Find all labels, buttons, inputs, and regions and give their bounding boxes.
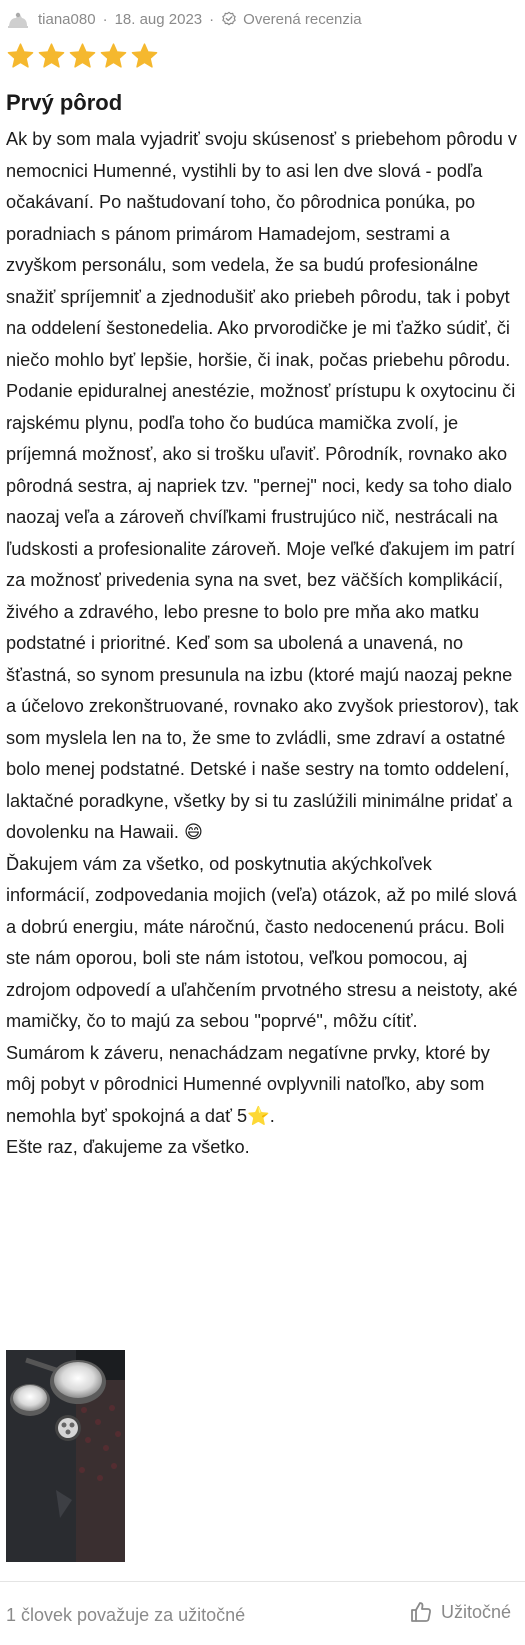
separator-dot: · bbox=[102, 10, 108, 28]
review-photo[interactable] bbox=[6, 1350, 125, 1562]
helpful-button-label: Užitočné bbox=[440, 1601, 511, 1622]
helpful-button[interactable] bbox=[409, 1600, 511, 1624]
review-date: 18. aug 2023 bbox=[114, 10, 203, 28]
helpful-count: 1 človek považuje za užitočné bbox=[6, 1605, 246, 1625]
star-icon bbox=[37, 42, 66, 71]
thumbs-up-icon bbox=[409, 1600, 433, 1624]
separator-dot: · bbox=[209, 10, 215, 28]
review-meta bbox=[6, 8, 362, 30]
star-icon bbox=[6, 42, 35, 71]
review-body: Ak by som mala vyjadriť svoju skúsenosť s priebehom pôrodu v nemocnici Humenné, vystihli by to asi len dve slová - podľa očakávaní. Po naštudovaní toho, čo pôrodnica ponúka, po poradniach s pánom primárom Hamadejom, sestrami a zvyškom personálu, som vedela, že sa budú profesionálne snažiť spríjemniť a zjednodušiť ako priebeh pôrodu, tak i pobyt na oddelení šestonedelia. Ako prvorodičke je mi ťažko súdiť, či niečo mohlo byť lepšie, horšie, či inak, počas priebehu pôrodu. Podanie epiduralnej anestézie, možnosť prístupu k oxytocinu či rajskému plynu, podľa toho čo budúca mamička zvolí, je príjemná možnosť, ako si trošku uľaviť. Pôrodník, rovnako ako pôrodná sestra, aj napriek tzv. "pernej" noci, kedy sa toho dialo naozaj veľa a zároveň chvíľkami frustrujúco nič, nestrácali na ľudskosti a profesionalite zároveň. Moje veľké ďakujem im patrí za možnosť privedenia syna na svet, bez väčších komplikácií, živého a zdravého, lebo presne to bolo pre mňa ako matku podstatné i prioritné. Keď som sa ubolená a unavená, no šťastná, so synom presunula na izbu (ktoré majú naozaj pekne a účelovo zrekonštruované, rovnako ako zvyšok priestorov), tak som myslela len na to, že sme to zvládli, sme zdraví a ostatné bolo menej podstatné. Detské i naše sestry na tomto oddelení, laktačné poradkyne, všetky by si tu zaslúžili minimálne pridať a dovolenku na Hawaii. 😄 Ďakujem vám za všetko, od poskytnutia akýchkoľvek informácií, zodpovedania mojich (veľa) otázok, až po milé slová a dobrú energiu, máte náročnú, často nedocenenú prácu. Boli ste nám oporou, boli ste nám istotou, veľkou pomocou, aj zdrojom odpovedí a uľahčením prvotného stresu a neistoty, aké mamičky, čo to majú za sebou "poprvé", môžu cítiť. Sumárom k záveru, nenachádzam negatívne prvky, ktoré by môj pobyt v pôrodnici Humenné ovplyvnili natoľko, aby som nemohla byť spokojná a dať 5⭐. Ešte raz, ďakujeme za všetko. bbox=[6, 129, 519, 1157]
verified-label: Overená recenzia bbox=[243, 10, 362, 28]
verified-check-icon bbox=[221, 11, 237, 27]
photo-thumbnail-image bbox=[6, 1350, 125, 1562]
divider bbox=[0, 1581, 525, 1582]
user-avatar-icon bbox=[6, 9, 30, 29]
star-icon bbox=[68, 42, 97, 71]
review-title: Prvý pôrod bbox=[6, 90, 123, 115]
author-name: tiana080 bbox=[38, 10, 96, 28]
star-rating bbox=[6, 42, 161, 71]
star-icon bbox=[99, 42, 128, 71]
star-icon bbox=[130, 42, 159, 71]
